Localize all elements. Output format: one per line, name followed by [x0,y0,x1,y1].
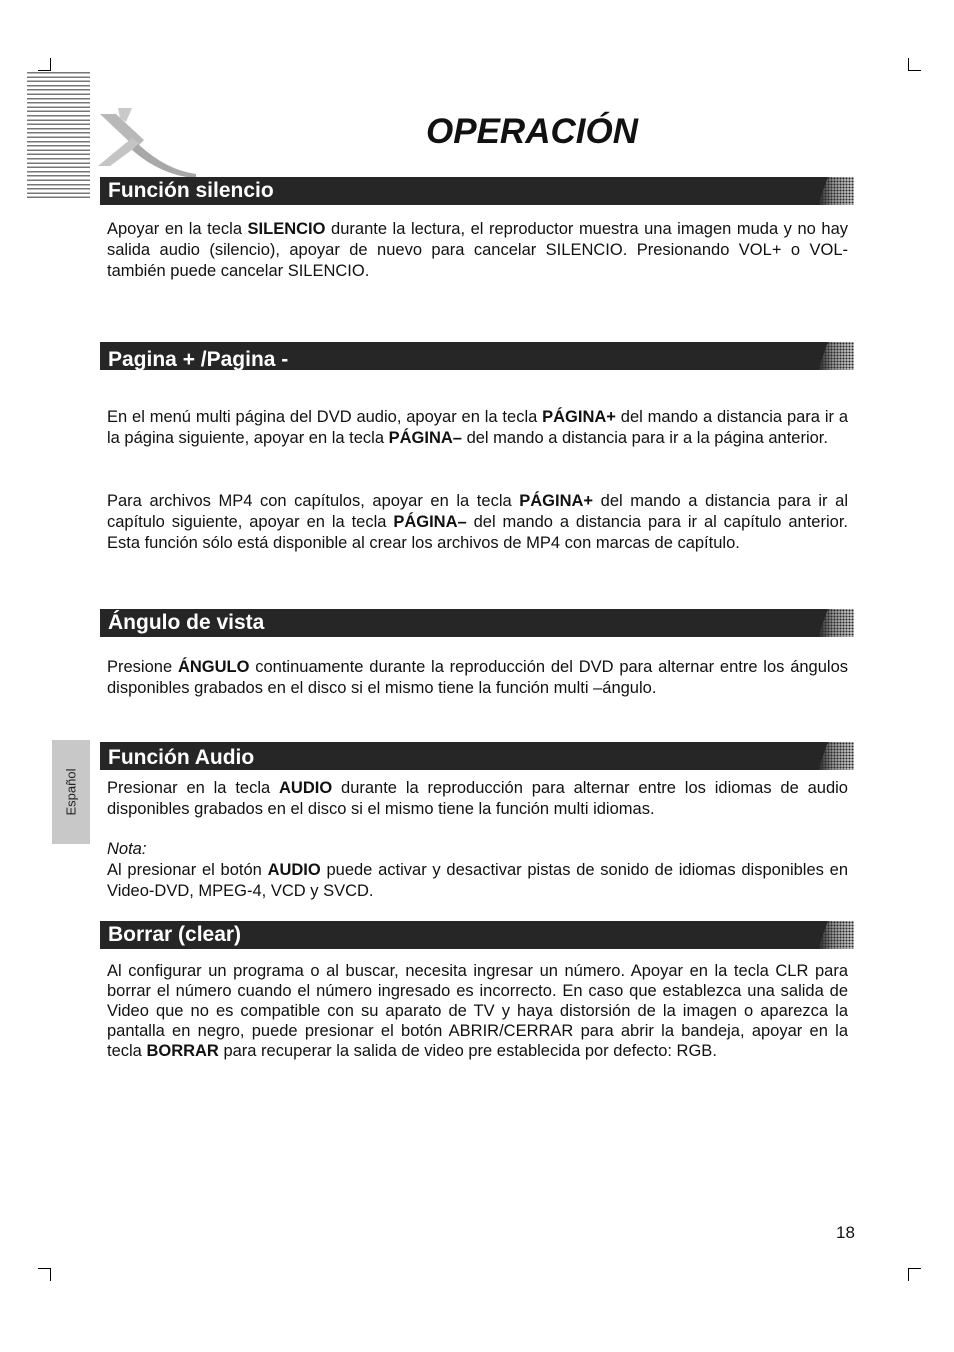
text-run: Presione [107,658,178,676]
paragraph [107,491,848,554]
paragraph [107,778,848,820]
section-header-funcion-silencio [100,177,854,205]
key-name: PÁGINA– [393,513,467,531]
text-run: para recuperar la salida de video pre establecida por defecto: RGB. [218,1042,717,1060]
text-run: Presionar en la tecla [107,779,280,797]
section-header-funcion-audio [100,742,854,770]
section-header-borrar [100,921,854,949]
text-run: Para archivos MP4 con capítulos, apoyar en la tecla [107,492,520,510]
key-name: AUDIO [267,861,321,879]
page-title: OPERACIÓN [426,112,638,151]
text-run: En el menú multi página del DVD audio, apoyar en la tecla [107,408,543,426]
text-run: puede activar y desactivar pistas de sonido de idiomas disponibles en Video-DVD, MPEG-4, VCD y SVCD. [107,861,848,900]
text-run: Apoyar en la tecla [107,220,248,238]
section-title: Pagina + /Pagina - [108,348,289,370]
section-title: Ángulo de vista [108,611,265,634]
section-header-angulo-de-vista [100,609,854,637]
note-label: Nota: [107,840,147,858]
crop-mark-top-right [908,58,921,71]
paragraph [107,407,848,449]
section-header-pagina [100,342,854,370]
text-run: del mando a distancia para ir a la página anterior. [461,429,828,447]
text-run: del mando a distancia para ir al capítulo anterior. Esta función sólo está disponible al crear los archivos de MP4 con marcas de capítulo. [107,513,848,552]
text-run: Al presionar el botón [107,861,268,879]
text-run: continuamente durante la reproducción del DVD para alternar entre los ángulos disponibles grabados en el disco si el mismo tiene la función multi –ángulo. [107,658,849,697]
note-block [107,839,848,902]
crop-mark-top-left [38,58,51,71]
text-run: durante la reproducción para alternar entre los idiomas de audio disponibles grabados en el disco si el mismo tiene la función multi idiomas. [107,779,848,818]
text-run: del mando a distancia para ir al capítulo siguiente, apoyar en la tecla [107,492,848,531]
language-label: Español [63,768,79,816]
paragraph [107,657,848,699]
paragraph [107,961,848,1061]
section-title: Función silencio [108,179,274,202]
key-name: PÁGINA+ [519,492,594,510]
paragraph [107,219,848,282]
text-run: durante la lectura, el reproductor muestra una imagen muda y no hay salida audio (silencio), apoyar de nuevo para cancelar SILENCIO. Presionando VOL+ o VOL- también puede cancelar SILENCIO. [107,220,848,280]
crop-mark-bottom-left [38,1268,51,1281]
section-title: Función Audio [108,746,255,769]
key-name: PÁGINA+ [542,408,616,426]
key-name: ÁNGULO [177,658,250,676]
text-run: Al configurar un programa o al buscar, necesita ingresar un número. Apoyar en la tecla CLR para borrar el número cuando el número ingresado es incorrecto. En caso que establezca una salida de Video que no es compatible con su aparato de TV y haya distorsión de la imagen o aparezca la pantalla en negro, puede presionar el botón ABRIR/CERRAR para abrir la bandeja, apoyar en la tecla [107,962,848,1060]
key-name: AUDIO [279,779,333,797]
note-text [107,861,848,900]
language-side-tab [52,740,90,844]
key-name: PÁGINA– [388,429,462,447]
section-title: Borrar (clear) [108,923,242,946]
crop-mark-bottom-right [908,1268,921,1281]
key-name: BORRAR [146,1042,219,1060]
text-run: del mando a distancia para ir a la página siguiente, apoyar en la tecla [107,408,848,447]
page-number: 18 [836,1223,855,1242]
key-name: SILENCIO [247,220,326,238]
